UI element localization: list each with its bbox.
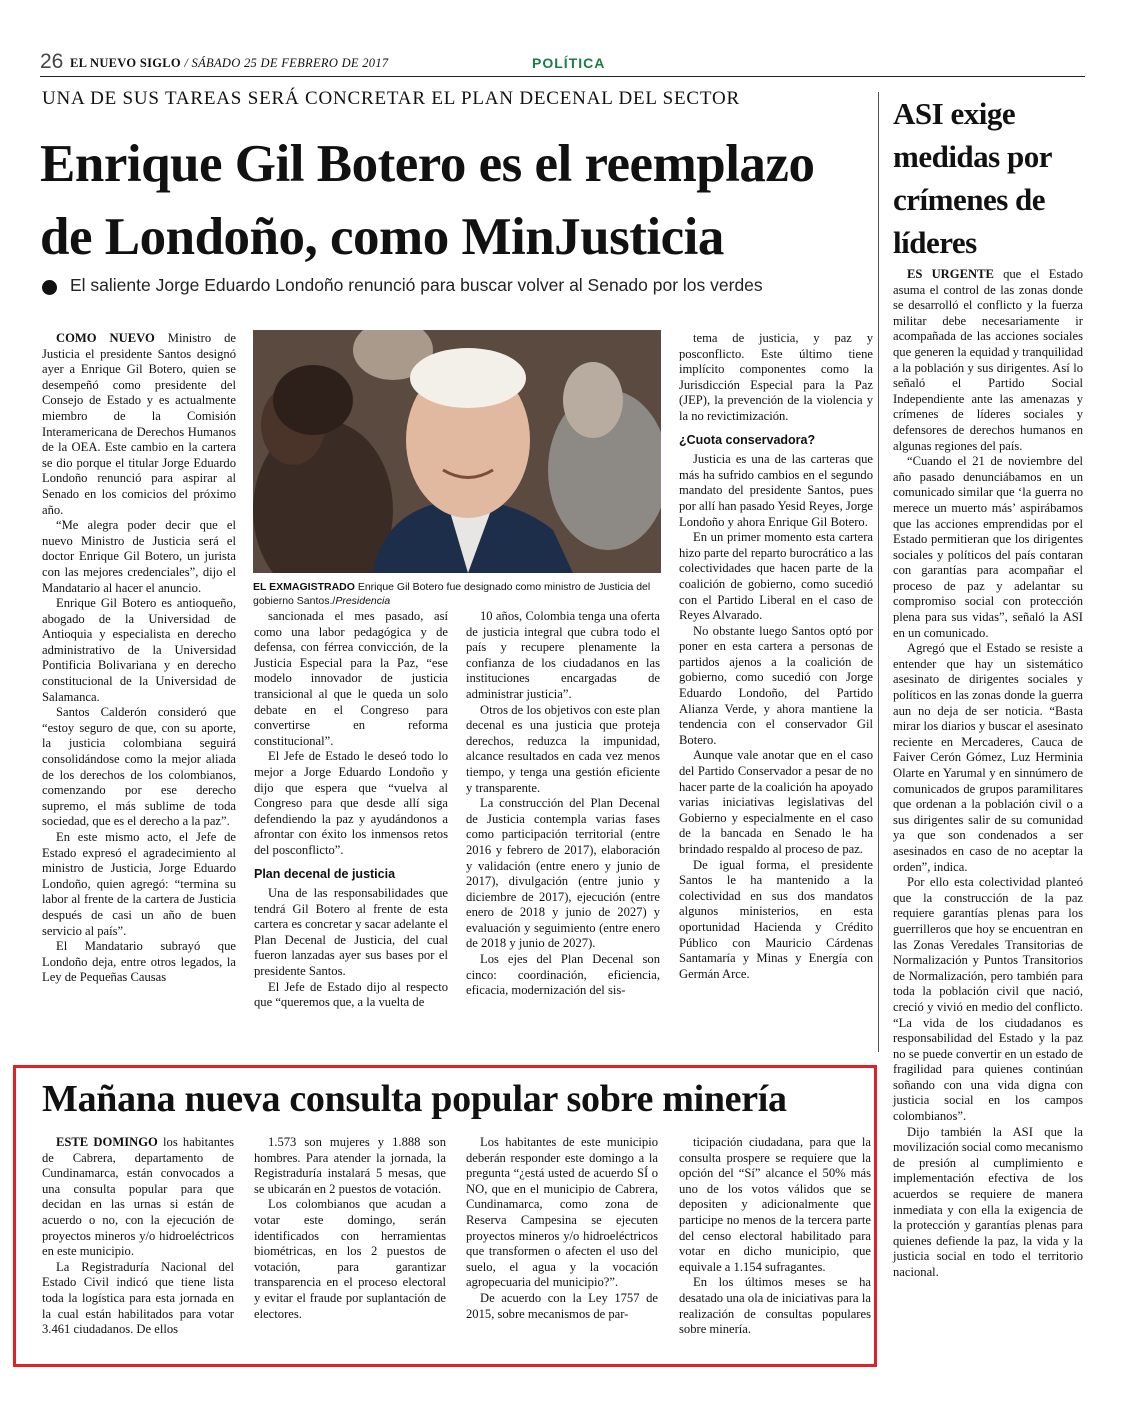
- paragraph-text: Enrique Gil Botero es antioqueño, abogado de la Universidad de Antioquia y especialista en derecho administrativo de la Universidad Pontificia Bolivariana y en derecho constitucional de la Universidad de Salamanca.: [42, 596, 236, 704]
- paragraph: [679, 452, 873, 530]
- box-column-3: [466, 1135, 658, 1322]
- section-subhead: ¿Cuota conservadora?: [679, 432, 816, 447]
- paragraph-text: tema de justicia, y paz y posconflicto. Este último tiene implícito componentes como la Jurisdicción Especial para la Paz (JEP), la prevención de la violencia y la no revictimización.: [679, 331, 873, 423]
- article-column-3: [466, 609, 660, 999]
- paragraph: [42, 518, 236, 596]
- paragraph: [893, 641, 1083, 875]
- paragraph: [466, 1135, 658, 1291]
- paragraph-text: 10 años, Colombia tenga una oferta de justicia integral que cubra todo el país y recupere plenamente la confianza de los ciudadanos en las instituciones encargadas de administrar justicia”.: [466, 609, 660, 701]
- paragraph-text: Por ello esta colectividad planteó que la construcción de la paz requiere garantías plenas para los guerrilleros que hoy se encuentran en las Zonas Veredales Transitorias de Normalización y Puntos Transitorios de Normalización, pero también para toda la población civil que nació, creció y vivió en medio del conflicto. “La vida de los ciudadanos es responsabilidad del Estado y la paz no se puede convertir en un estado de fragilidad para quienes continúan soñando con una vida digna con justicia social en los campos colombianos”.: [893, 875, 1083, 1124]
- box-column-1: [42, 1135, 234, 1338]
- box-column-2: [254, 1135, 446, 1322]
- paragraph: [254, 1197, 446, 1322]
- paragraph: [893, 1125, 1083, 1281]
- paragraph: [679, 530, 873, 624]
- lead-in: ES URGENTE: [907, 267, 994, 281]
- paragraph-text: Dijo también la ASI que la movilización social como mecanismo de presión al cumplimiento e implementación efectiva de los acuerdos se requiere de manera inmediata y con ella la exigencia de la protección y garantías plenas para quienes defiende la paz, la vida y la justicia social en todo el territorio nacional.: [893, 1124, 1083, 1279]
- caption-lead: EL EXMAGISTRADO: [253, 581, 355, 593]
- paragraph: [42, 331, 236, 518]
- paragraph-text: En este mismo acto, el Jefe de Estado expresó el agradecimiento al ministro de Justicia, Jorge Eduardo Londoño, quien agregó: “termina su labor al frente de la cartera de Justicia después de casi un año de buen servicio al país”.: [42, 830, 236, 938]
- issue-date: / SÁBADO 25 DE FEBRERO DE 2017: [180, 56, 389, 70]
- paragraph: [42, 1135, 234, 1260]
- paragraph-text: los habitantes de Cabrera, departamento de Cundinamarca, están convocados a una consulta popular para que decidan en las urnas si están de acuerdo o no, con la ejecución de proyectos mineros y/o hidroeléctricos en este municipio.: [42, 1135, 234, 1259]
- paragraph-text: En un primer momento esta cartera hizo parte del reparto burocrático a las colectividades que hacen parte de la coalición de gobierno, como sucedió con el Partido Liberal en el caso de Reyes Alvarado.: [679, 530, 873, 623]
- sidebar-body: [893, 267, 1083, 1281]
- paragraph-text: De igual forma, el presidente Santos le ha mantenido a la colectividad en sus dos mandatos algunos ministerios, en esta oportunidad Hacienda y Crédito Público con Mauricio Cárdenas Santamaría y Minas y Energía con Germán Arce.: [679, 857, 873, 981]
- paragraph: [42, 830, 236, 939]
- paragraph-text: La Registraduría Nacional del Estado Civil indicó que tiene lista toda la logística para esta jornada en la cual están habilitados para votar 3.461 ciudadanos. De ellos: [42, 1259, 234, 1337]
- paragraph-text: ticipación ciudadana, para que la consulta prospere se requiere que la opción del “Sí” alcance el 50% más uno de los votos válidos que se depositen y adicionalmente que participe no menos de la tercera parte del censo electoral habilitado para votar en dicho municipio, que equivale a 1.154 sufragantes.: [679, 1135, 871, 1274]
- paragraph-text: “Me alegra poder decir que el nuevo Ministro de Justicia será el doctor Enrique Gil Botero, un jurista con las mejores credenciales”, dijo el Mandatario al hacer el anuncio.: [42, 518, 236, 595]
- paragraph: [254, 749, 448, 858]
- paragraph: [42, 939, 236, 986]
- paragraph: [466, 952, 660, 999]
- article-column-4: [679, 331, 873, 982]
- page-number: 26: [40, 50, 64, 73]
- paragraph: [254, 1135, 446, 1197]
- paragraph-text: Santos Calderón consideró que “estoy seguro de que, con su aporte, la justicia colombiana seguirá consolidándose como la mejor aliada de los derechos de los colombianos, comenzando por ese derecho supremo, el más sublime de toda sociedad, que es el derecho a la paz”.: [42, 705, 236, 829]
- caption-text: Enrique Gil Botero fue designado como ministro de Justicia del gobierno Santos./: [253, 581, 651, 607]
- paragraph-text: Los colombianos que acudan a votar este domingo, serán identificados con herramientas biométricas, en los 2 puestos de votación, para garantizar transparencia en el proceso electoral y evitar el fraude por suplantación de electores.: [254, 1197, 446, 1321]
- paragraph: [679, 748, 873, 857]
- portrait-illustration: [253, 330, 661, 573]
- sidebar-headline: ASI exige medidas por crímenes de líderes: [893, 96, 1052, 260]
- paragraph-text: Justicia es una de las carteras que más ha sufrido cambios en el segundo mandato del presidente Santos, pues por allí han pasado Yesid Reyes, Jorge Londoño y ahora Enrique Gil Botero.: [679, 452, 873, 529]
- bullet-icon: [42, 280, 57, 295]
- article-headline: [40, 128, 870, 274]
- paragraph: [466, 796, 660, 952]
- paragraph-text: “Cuando el 21 de noviembre del año pasado denunciábamos en un comunicado similar que ‘la guerra no merece un muerto más’ aspirábamos que las acciones emprendidas por el Estado permitieran que los dirigentes sociales y políticos del país contaran con garantías para acompañar el proceso de paz y adelantar su compromiso social con protección plena para sus vidas”, señaló la ASI en un comunicado.: [893, 454, 1083, 640]
- lead-in: ESTE DOMINGO: [56, 1135, 158, 1149]
- page-header: [40, 50, 1085, 77]
- paragraph: [466, 1291, 658, 1322]
- paragraph: [679, 331, 873, 425]
- paragraph: [893, 875, 1083, 1125]
- paragraph-text: sancionada el mes pasado, así como una labor pedagógica y de defensa, con férrea convicción, de la Justicia Especial para la Paz, “ese modelo innovador de justicia transicional al que le queda un solo debate en el Congreso para convertirse en reforma constitucional”.: [254, 609, 448, 748]
- paragraph-text: Una de las responsabilidades que tendrá Gil Botero al frente de esta cartera es concretar y sacar adelante el Plan Decenal de Justicia, del cual fueron lanzadas ayer sus bases por el presidente Santos.: [254, 886, 448, 979]
- paragraph-text: El Jefe de Estado dijo al respecto que “queremos que, a la vuelta de: [254, 979, 448, 1010]
- paragraph-text: Los ejes del Plan Decenal son cinco: coordinación, eficiencia, eficacia, modernización del sis-: [466, 952, 660, 998]
- paragraph-text: De acuerdo con la Ley 1757 de 2015, sobre mecanismos de par-: [466, 1290, 658, 1321]
- paragraph-text: Aunque vale anotar que en el caso del Partido Conservador a pesar de no hacer parte de la coalición ha apoyado varias iniciativas legislativas del Gobierno y especialmente en el caso de la bancada en Senado le ha brindado respaldo al proceso de paz.: [679, 748, 873, 856]
- box-headline: Mañana nueva consulta popular sobre minería: [42, 1078, 787, 1120]
- article-column-1: [42, 331, 236, 986]
- headline-line-2: de Londoño, como MinJusticia: [40, 208, 724, 266]
- article-column-2: [254, 609, 448, 1011]
- box-column-4: [679, 1135, 871, 1338]
- newspaper-name: [70, 56, 388, 71]
- paragraph: [254, 609, 448, 749]
- article-kicker: UNA DE SUS TAREAS SERÁ CONCRETAR EL PLAN DECENAL DEL SECTOR: [42, 88, 740, 109]
- paragraph-text: El Mandatario subrayó que Londoño deja, entre otros legados, la Ley de Pequeñas Causas: [42, 939, 236, 985]
- paragraph: [42, 1260, 234, 1338]
- paragraph-text: Agregó que el Estado se resiste a entender que hay un sistemático asesinato de dirigentes sociales y políticos en las zonas donde la guerra aun no deja de ser noticia. “Basta mirar los diarios y buscar el asesinato reciente en Mercaderes, Cauca de Faiver Cerón Gómez, Luz Herminia Olarte en Yarumal y en sinnúmero de comunicados de grupos paramilitares que ordenan a la población civil o a sus dirigentes salir de su comunidad ya que son condenados a ser asesinados en caso de no aceptar la orden”, indica.: [893, 641, 1083, 874]
- paragraph-text: Los habitantes de este municipio deberán responder este domingo a la pregunta “¿está usted de acuerdo SÍ o NO, que en el municipio de Cabrera, Cundinamarca, como zona de Reserva Campesina se ejecuten proyectos mineros y/o hidroeléctricos que transformen o afecten el uso del suelo, el agua y la vocación agropecuaria del municipio?”.: [466, 1135, 658, 1290]
- paragraph: [893, 267, 1083, 454]
- paragraph-text: que el Estado asuma el control de las zonas donde se desarrolló el conflicto y la fuerza militar debe necesariamente ir acompañada de las acciones sociales que generen la equidad y tranquilidad a la población y sus dirigentes. Así lo señaló el Partido Social Independiente ante las amenazas y crímenes de líderes sociales y defensores de derechos humanos en algunas regiones del país.: [893, 267, 1083, 453]
- paragraph-text: Ministro de Justicia el presidente Santos designó ayer a Enrique Gil Botero, quien se desempeñó como presidente del Consejo de Estado y es actualmente miembro de la Comisión Interamericana de Derechos Humanos de la OEA. Este cambio en la cartera se dio porque el titular Jorge Eduardo Londoño renunció para aspirar al Senado en los comicios del próximo año.: [42, 331, 236, 517]
- section-label: POLÍTICA: [532, 55, 606, 71]
- paragraph: [42, 705, 236, 830]
- paragraph: [254, 980, 448, 1011]
- paragraph-text: No obstante luego Santos optó por poner en esta cartera a personas de partidos ajenos a la coalición de gobierno, como sucedió con Jorge Eduardo Londoño, del Partido Alianza Verde, y ahora mantiene la tendencia con el conservador Gil Botero.: [679, 623, 873, 747]
- paragraph: [42, 596, 236, 705]
- photo-caption: [253, 580, 661, 608]
- paragraph: [679, 1135, 871, 1275]
- article-subhead: El saliente Jorge Eduardo Londoño renunció para buscar volver al Senado por los verdes: [70, 275, 763, 295]
- paragraph-text: 1.573 son mujeres y 1.888 son hombres. Para atender la jornada, la Registraduría instalará 5 mesas, que se ubicarán en 2 puestos de votación.: [254, 1135, 446, 1196]
- paragraph-text: La construcción del Plan Decenal de Justicia contempla varias fases como participación territorial (entre 2016 y febrero de 2017), elaboración y validación (entre enero y junio de 2017), divulgación (entre junio y diciembre de 2017), ejecución (entre enero de 2018 y junio de 2027) y evaluación y seguimiento (entre enero de 2018 y junio de 2027).: [466, 796, 660, 951]
- paragraph-text: El Jefe de Estado le deseó todo lo mejor a Jorge Eduardo Londoño y dijo que espera que “vuelva al Congreso para que desde allí siga defendiendo la paz y ayudándonos a afrontar con éxito los inmensos retos del posconflicto”.: [254, 749, 448, 857]
- column-divider: [878, 92, 879, 1052]
- paragraph-text: Otros de los objetivos con este plan decenal es una justicia que proteja derechos, reduzca la impunidad, alcance resultados en cada vez menos tiempo, y tenga una gestión eficiente y transparente.: [466, 702, 660, 795]
- paragraph-text: En los últimos meses se ha desatado una ola de iniciativas para la realización de consultas populares sobre minería.: [679, 1275, 871, 1337]
- paragraph: [893, 454, 1083, 641]
- paragraph: [679, 1275, 871, 1337]
- paragraph: [679, 624, 873, 749]
- article-photo: [253, 330, 661, 573]
- paragraph: [254, 886, 448, 980]
- paragraph: [466, 703, 660, 797]
- photo-credit: Presidencia: [335, 595, 391, 607]
- paragraph: [466, 609, 660, 703]
- lead-in: COMO NUEVO: [56, 331, 155, 345]
- headline-line-1: Enrique Gil Botero es el reemplazo: [40, 135, 815, 193]
- section-subhead: Plan decenal de justicia: [254, 866, 396, 881]
- paragraph: [679, 858, 873, 983]
- paper-title: EL NUEVO SIGLO: [70, 56, 181, 70]
